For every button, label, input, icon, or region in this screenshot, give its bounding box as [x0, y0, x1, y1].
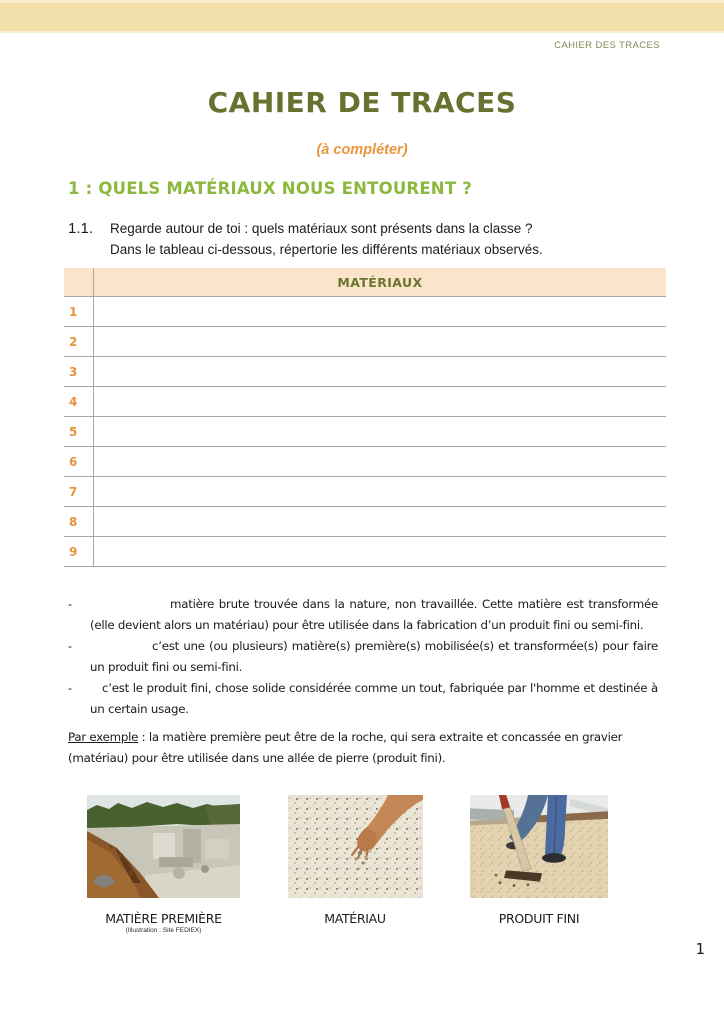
row-number: 4 [64, 387, 94, 417]
row-number: 7 [64, 477, 94, 507]
row-value-cell [94, 417, 667, 447]
figure-produit-fini [470, 795, 608, 934]
quarry-photo [87, 795, 240, 898]
table-row [64, 537, 666, 567]
definition-text [90, 594, 658, 636]
table-header-row [64, 268, 666, 297]
row-value-cell [94, 507, 667, 537]
answer-blank [90, 691, 102, 692]
definitions-list [68, 594, 658, 720]
definition-body: c’est une (ou plusieurs) matière(s) première(s) mobilisée(s) et transformée(s) pour faire un produit fini ou semi-fini. [90, 639, 658, 674]
answer-blank [90, 649, 152, 650]
figure-credit: (Illustration : Site FEDIEX) [125, 927, 202, 934]
table-row [64, 297, 666, 327]
row-number: 1 [64, 297, 94, 327]
figure-caption: PRODUIT FINI [498, 911, 580, 926]
answer-blank [90, 607, 170, 608]
section-heading: 1 : QUELS MATÉRIAUX NOUS ENTOURENT ? [68, 179, 472, 198]
bullet-dash: - [68, 597, 72, 611]
row-number: 6 [64, 447, 94, 477]
instruction-line: Regarde autour de toi : quels matériaux sont présents dans la classe ? [110, 221, 533, 236]
table-row [64, 447, 666, 477]
bullet-dash: - [68, 639, 72, 653]
row-number: 9 [64, 537, 94, 567]
figure-materiau [288, 795, 423, 934]
materials-table [64, 268, 666, 567]
table-header-label: MATÉRIAUX [94, 268, 667, 297]
definition-produit-fini [68, 678, 658, 720]
definition-materiau [68, 636, 658, 678]
row-value-cell [94, 297, 667, 327]
gravel-hand-photo [288, 795, 423, 898]
row-value-cell [94, 327, 667, 357]
instruction-line: Dans le tableau ci-dessous, répertorie les différents matériaux observés. [110, 242, 543, 257]
bullet-dash: - [68, 681, 72, 695]
exercise-instructions [110, 218, 543, 260]
row-value-cell [94, 537, 667, 567]
definition-text [90, 636, 658, 678]
figure-caption: MATIÈRE PREMIÈRE [105, 911, 222, 926]
table-row [64, 357, 666, 387]
definition-body: c’est le produit fini, chose solide considérée comme un tout, fabriquée par l'homme et destinée à un certain usage. [90, 681, 658, 716]
row-value-cell [94, 357, 667, 387]
definition-body: matière brute trouvée dans la nature, non travaillée. Cette matière est transformée (elle devient alors un matériau) pour être utilisée dans la fabrication d’un produit fini ou semi-fini. [90, 597, 658, 632]
figures-row [87, 795, 608, 934]
example-text: : la matière première peut être de la roche, qui sera extraite et concassée en gravier (matériau) pour être utilisée dans une allée de pierre (produit fini). [68, 730, 623, 765]
table-row [64, 417, 666, 447]
definition-text [90, 678, 658, 720]
row-number: 2 [64, 327, 94, 357]
top-band [0, 0, 724, 33]
row-number: 8 [64, 507, 94, 537]
example-label: Par exemple [68, 730, 139, 744]
row-value-cell [94, 447, 667, 477]
exercise-1-1 [68, 218, 648, 260]
example-paragraph [68, 727, 658, 769]
table-row [64, 507, 666, 537]
row-value-cell [94, 387, 667, 417]
row-number: 3 [64, 357, 94, 387]
table-row [64, 387, 666, 417]
document-subtitle: (à compléter) [316, 142, 408, 158]
figure-matiere-premiere [87, 795, 240, 934]
raking-gravel-photo [470, 795, 608, 898]
definition-matiere-premiere [68, 594, 658, 636]
table-row [64, 477, 666, 507]
exercise-number: 1.1. [68, 220, 94, 237]
running-header: CAHIER DES TRACES [554, 40, 660, 51]
page-number: 1 [695, 940, 705, 958]
row-number: 5 [64, 417, 94, 447]
figure-caption: MATÉRIAU [324, 911, 386, 926]
table-row [64, 327, 666, 357]
document-title: CAHIER DE TRACES [207, 86, 517, 119]
row-value-cell [94, 477, 667, 507]
table-header-num-cell [64, 268, 94, 297]
